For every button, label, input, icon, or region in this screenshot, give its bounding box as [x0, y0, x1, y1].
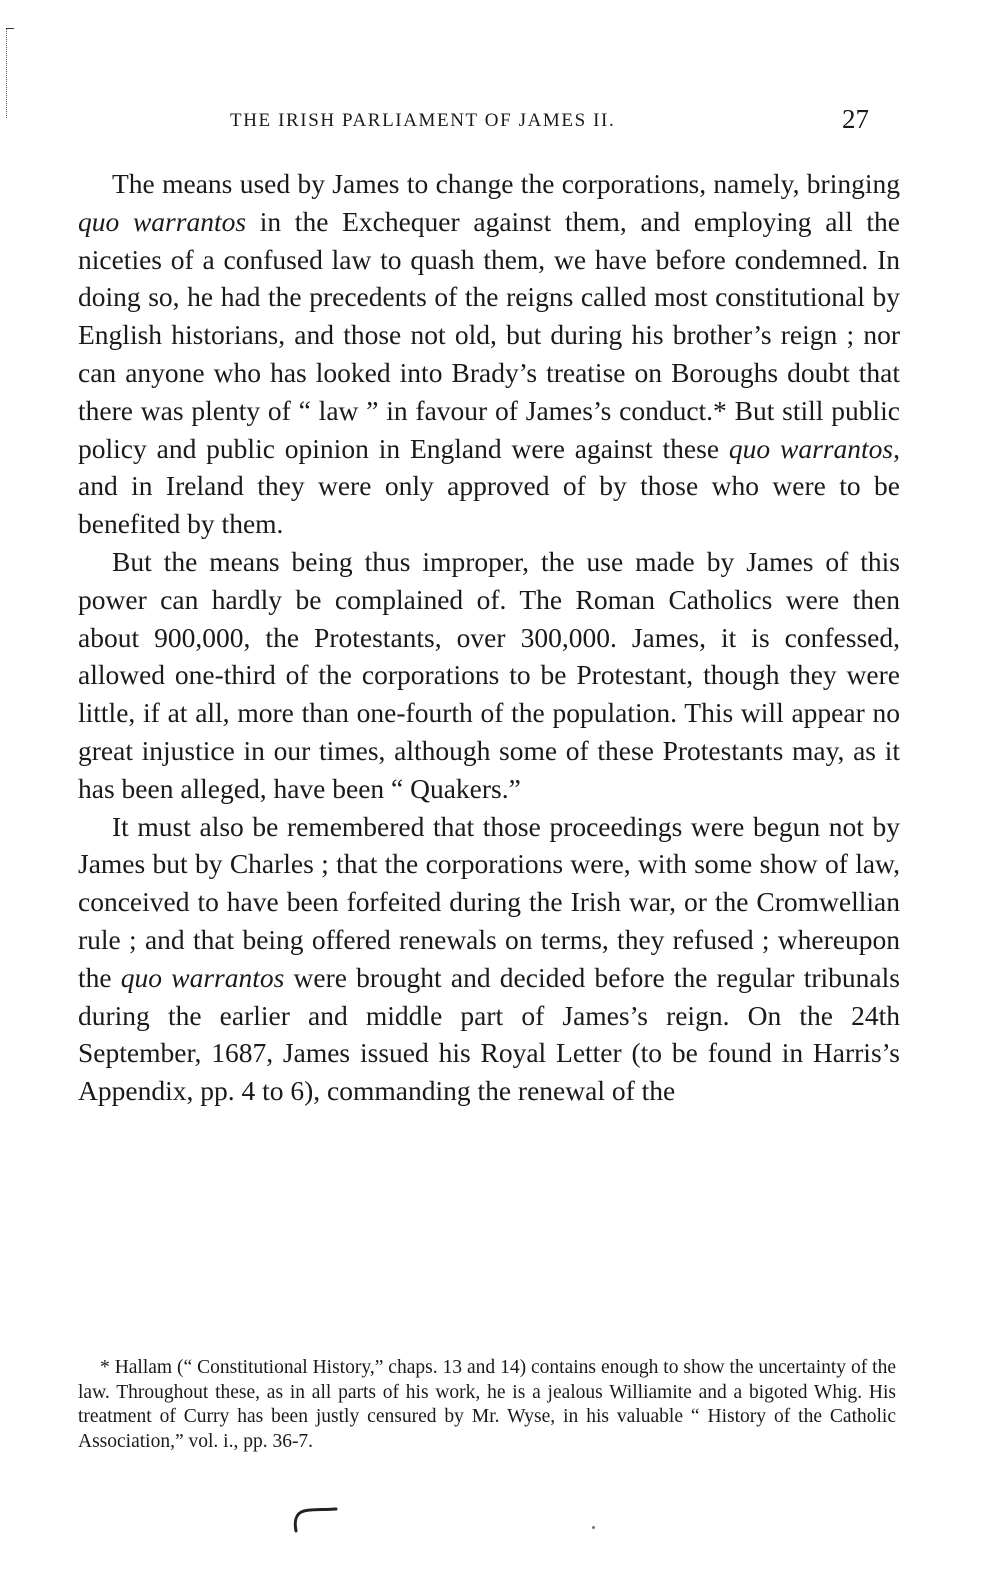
- body-text: [78, 165, 900, 1110]
- paragraph-1: [78, 165, 900, 543]
- paragraph-2: [78, 543, 900, 808]
- printer-mark-icon: [288, 1505, 340, 1533]
- italic-term: quo warrantos: [78, 205, 247, 237]
- footnote: [78, 1356, 896, 1454]
- paragraph-2-text: But the means being thus improper, the use made by James of this power can hardly be complained of. The Roman Catholics were then about 900,000, the Protestants, over 300,000. James, it is confessed, allowed one-third of the corporations to be Protestant, though they were little, if at all, more than one-fourth of the population. This will appear no great injustice in our times, although some of these Protestants may, as it has been alleged, have been “ Quakers.”: [78, 545, 900, 804]
- paragraph-1-text: , and in Ireland they were only approved of by those who were to be benefited by them.: [78, 432, 900, 540]
- paragraph-1-text: The means used by James to change the corporations, namely, bringing: [112, 168, 900, 199]
- paragraph-3: [78, 808, 900, 1110]
- italic-term: quo warrantos: [120, 961, 285, 993]
- page-number: 27: [842, 104, 869, 134]
- speck-mark: [592, 1526, 595, 1529]
- italic-term: quo warrantos: [728, 432, 894, 464]
- paragraph-3-text: It must also be remembered that those proceedings were begun not by James but by Charles ; that the corporations were, with some show of law, conceived to have been forfeited during the Irish war, or the Cromwellian rule ; and that being offered renewals on terms, they refused ; whereupon the: [78, 810, 900, 993]
- paragraph-1-text: in the Exchequer against them, and employing all the niceties of a confused law to quash them, we have before condemned. In doing so, he had the precedents of the reigns called most constitutional by English historians, and those not old, but during his brother’s reign ; nor can anyone who has looked into Brady’s treatise on Boroughs doubt that there was plenty of “ law ” in favour of James’s conduct.* But still public policy and public opinion in England were against these: [78, 205, 900, 464]
- running-title: THE IRISH PARLIAMENT OF JAMES II.: [230, 110, 616, 131]
- footnote-text: * Hallam (“ Constitutional History,” chaps. 13 and 14) contains enough to show the uncertainty of the law. Throughout these, as in all parts of his work, he is a jealous Williamite and a bigoted Whig. His treatment of Curry has been justly censured by Mr. Wyse, in his valuable “ History of the Catholic Association,” vol. i., pp. 36-7.: [78, 1357, 896, 1452]
- paragraph-3-text: were brought and decided before the regular tribunals during the earlier and middle part of James’s reign. On the 24th September, 1687, James issued his Royal Letter (to be found in Harris’s Appendix, pp. 4 to 6), commanding the renewal of the: [78, 961, 900, 1107]
- page-edge-tick: [6, 28, 14, 29]
- running-head: [0, 104, 1000, 138]
